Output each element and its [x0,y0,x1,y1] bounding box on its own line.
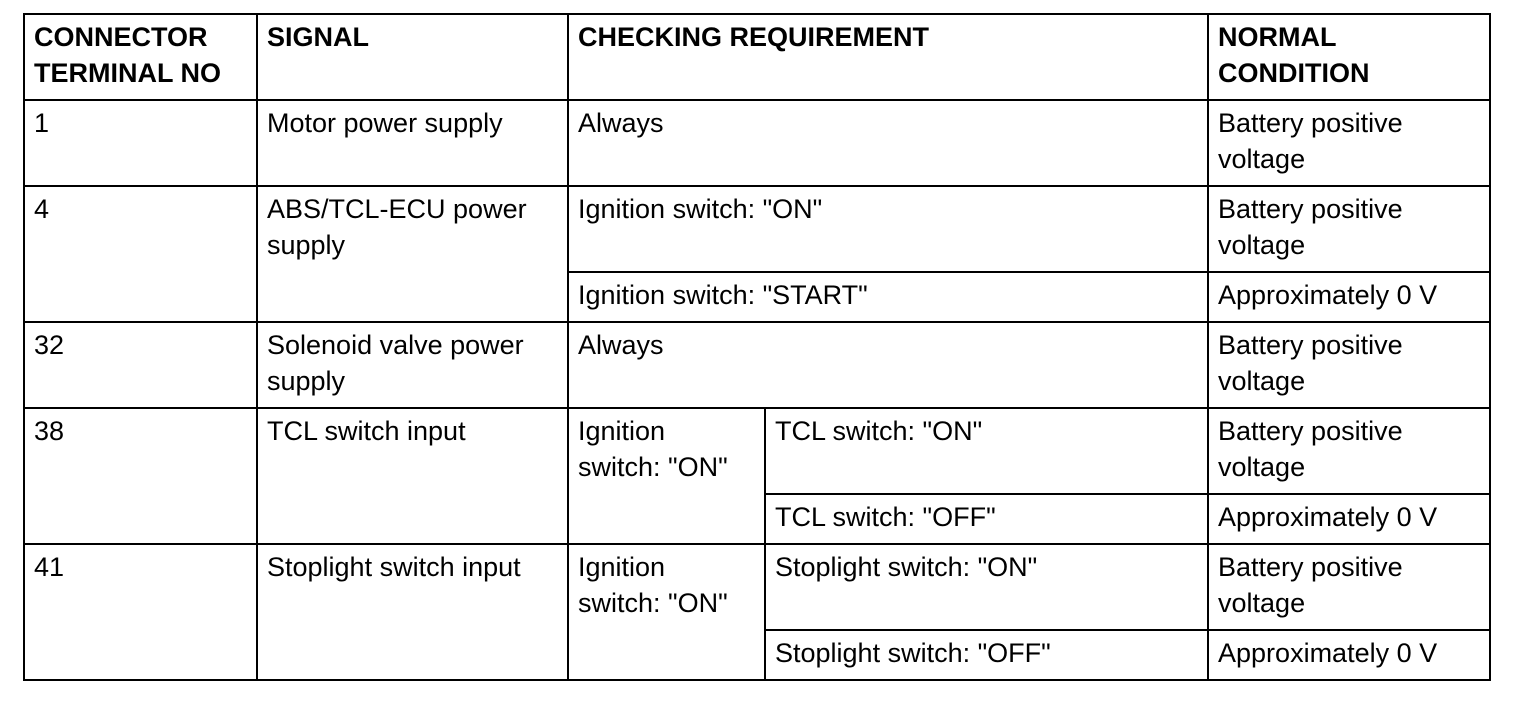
condition-cell: Approximately 0 V [1208,272,1490,322]
header-signal: SIGNAL [257,14,568,100]
requirement-cell: Ignition switch: "ON" [568,186,1208,272]
terminal-cell: 4 [24,186,257,322]
signal-cell: Solenoid valve power supply [257,322,568,408]
requirement-cell: Stoplight switch: "ON" [765,544,1208,630]
table-row [24,100,1490,186]
table-row [24,322,1490,408]
requirement-cell: Always [568,322,1208,408]
requirement-cell: TCL switch: "ON" [765,408,1208,494]
condition-cell: Battery positive voltage [1208,100,1490,186]
table-row [24,408,1490,494]
condition-cell: Approximately 0 V [1208,494,1490,544]
terminal-cell: 41 [24,544,257,680]
terminal-cell: 1 [24,100,257,186]
ignition-condition-cell: Ignition switch: "ON" [568,408,765,544]
condition-cell: Approximately 0 V [1208,630,1490,680]
signal-cell: ABS/TCL-ECU power supply [257,186,568,322]
table-header-row [24,14,1490,100]
header-checking-requirement: CHECKING REQUIREMENT [568,14,1208,100]
condition-cell: Battery positive voltage [1208,544,1490,630]
requirement-cell: Stoplight switch: "OFF" [765,630,1208,680]
ignition-condition-cell: Ignition switch: "ON" [568,544,765,680]
signal-cell: Motor power supply [257,100,568,186]
condition-cell: Battery positive voltage [1208,322,1490,408]
signal-cell: TCL switch input [257,408,568,544]
requirement-cell: TCL switch: "OFF" [765,494,1208,544]
terminal-cell: 38 [24,408,257,544]
terminal-cell: 32 [24,322,257,408]
condition-cell: Battery positive voltage [1208,186,1490,272]
connector-terminal-table [23,13,1491,681]
signal-cell: Stoplight switch input [257,544,568,680]
header-connector-terminal-no: CONNECTOR TERMINAL NO [24,14,257,100]
condition-cell: Battery positive voltage [1208,408,1490,494]
table-row [24,186,1490,272]
table-row [24,544,1490,630]
requirement-cell: Ignition switch: "START" [568,272,1208,322]
header-normal-condition: NORMAL CONDITION [1208,14,1490,100]
requirement-cell: Always [568,100,1208,186]
